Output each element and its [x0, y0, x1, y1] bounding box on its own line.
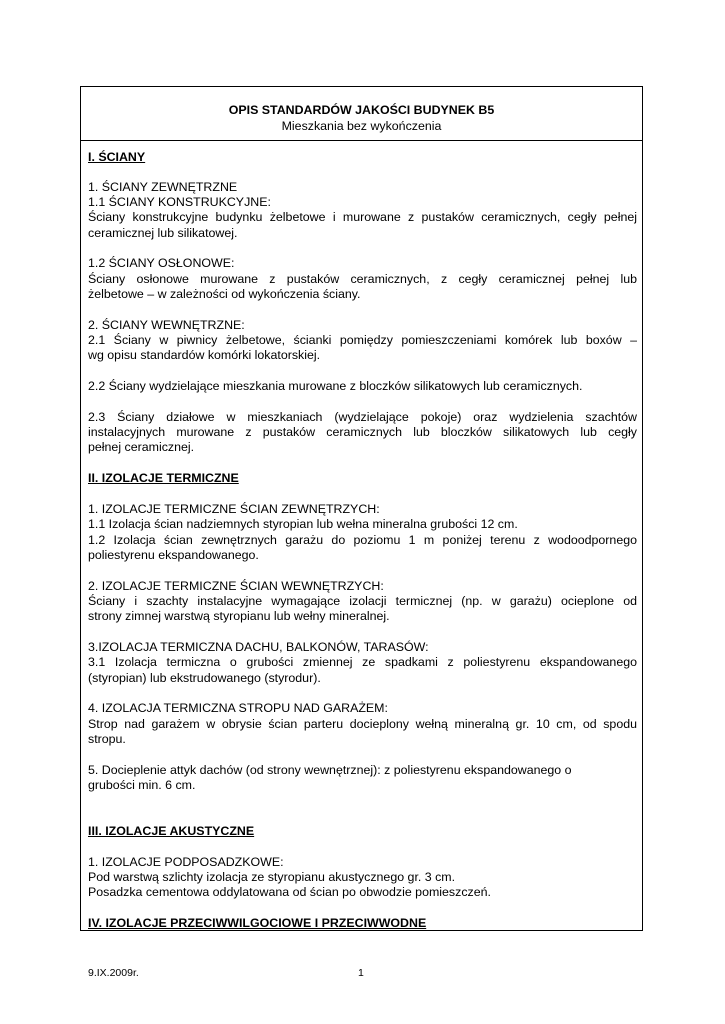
text-line: poliestyrenu ekspandowanego.	[88, 548, 259, 562]
footer-date: 9.IX.2009r.	[88, 967, 139, 979]
text-line: 1.2 Izolacja ścian zewnętrznych garażu do poziomu 1 m poniżej terenu z wodoodpornego	[88, 533, 637, 547]
text-line: Pod warstwą szlichty izolacja ze styropianu akustycznego gr. 3 cm.	[88, 870, 456, 884]
page-number: 1	[358, 967, 364, 979]
text-line: 3.1 Izolacja termiczna o grubości zmiennej ze spadkami z poliestyrenu ekspandowanego	[88, 655, 637, 669]
section-heading-moisture-insulation: IV. IZOLACJE PRZECIWWILGOCIOWE I PRZECIWWODNE	[88, 916, 427, 930]
text-line: 3.IZOLACJA TERMICZNA DACHU, BALKONÓW, TARASÓW:	[88, 640, 429, 654]
text-line: grubości min. 6 cm.	[88, 778, 196, 792]
text-line: 4. IZOLACJA TERMICZNA STROPU NAD GARAŻEM:	[88, 701, 388, 715]
text-line: żelbetowe – w zależności od wykończenia ściany.	[88, 287, 361, 301]
text-line: 1. IZOLACJE TERMICZNE ŚCIAN ZEWNĘTRZYCH:	[88, 502, 380, 516]
text-line: 1. IZOLACJE PODPOSADZKOWE:	[88, 855, 284, 869]
text-line: wg opisu standardów komórki lokatorskiej.	[88, 348, 321, 362]
title-cell	[81, 87, 642, 141]
document-subtitle: Mieszkania bez wykończenia	[281, 119, 442, 133]
text-line: 2. ŚCIANY WEWNĘTRZNE:	[88, 318, 245, 332]
text-line: 1. ŚCIANY ZEWNĘTRZNE	[88, 180, 238, 194]
section-heading-thermal-insulation: II. IZOLACJE TERMICZNE	[88, 471, 239, 485]
text-line: 2.1 Ściany w piwnicy żelbetowe, ścianki pomiędzy pomieszczeniami komórek lub boxów –	[88, 333, 637, 347]
document-title: OPIS STANDARDÓW JAKOŚCI BUDYNEK B5	[228, 103, 495, 117]
text-line: instalacyjnych murowane z pustaków ceramicznych lub bloczków silikatowych lub cegły	[88, 425, 637, 439]
text-line: pełnej ceramicznej.	[88, 440, 195, 454]
text-line: (styropian) lub ekstrudowanego (styrodur).	[88, 671, 321, 685]
section-heading-walls: I. ŚCIANY	[88, 150, 146, 164]
text-line: Posadzka cementowa oddylatowana od ścian po obwodzie pomieszczeń.	[88, 885, 491, 899]
text-line: Ściany osłonowe murowane z pustaków ceramicznych, z cegły ceramicznej pełnej lub	[88, 272, 637, 286]
text-line: Ściany i szachty instalacyjne wymagające izolacji termicznej (np. w garażu) ocieplone od	[88, 594, 637, 608]
section-heading-acoustic-insulation: III. IZOLACJE AKUSTYCZNE	[88, 824, 255, 838]
text-line: 2. IZOLACJE TERMICZNE ŚCIAN WEWNĘTRZYCH:	[88, 579, 384, 593]
text-line: Ściany konstrukcyjne budynku żelbetowe i murowane z pustaków ceramicznych, cegły pełnej	[88, 210, 637, 224]
text-line: 1.1 Izolacja ścian nadziemnych styropian lub wełna mineralna grubości 12 cm.	[88, 517, 518, 531]
text-line: strony zimnej warstwą styropianu lub wełny mineralnej.	[88, 609, 390, 623]
text-line: stropu.	[88, 732, 126, 746]
text-line: 2.2 Ściany wydzielające mieszkania murowane z bloczków silikatowych lub ceramicznych.	[88, 379, 583, 393]
text-line: 5. Docieplenie attyk dachów (od strony wewnętrznej): z poliestyrenu ekspandowanego o	[88, 763, 572, 777]
text-line: Strop nad garażem w obrysie ścian parteru docieplony wełną mineralną gr. 10 cm, od spodu	[88, 717, 637, 731]
text-line: 1.1 ŚCIANY KONSTRUKCYJNE:	[88, 195, 271, 209]
text-line: 1.2 ŚCIANY OSŁONOWE:	[88, 256, 235, 270]
text-line: 2.3 Ściany działowe w mieszkaniach (wydzielające pokoje) oraz wydzielenia szachtów	[88, 410, 637, 424]
text-line: ceramicznej lub silikatowej.	[88, 226, 238, 240]
